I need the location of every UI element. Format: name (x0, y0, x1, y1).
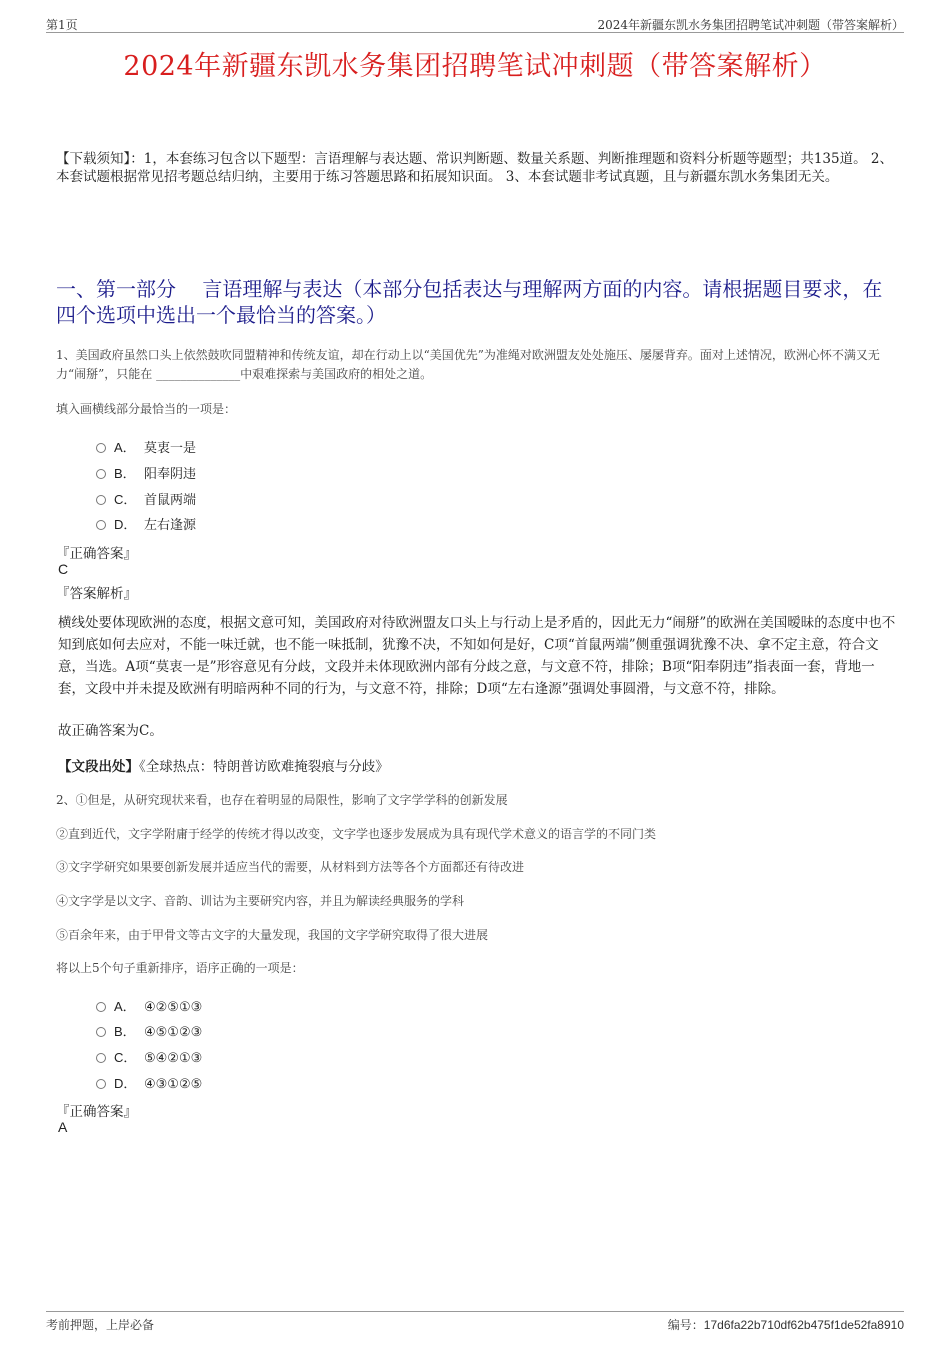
section-heading: 一、第一部分 言语理解与表达（本部分包括表达与理解两方面的内容。请根据题目要求，在四个选项中选出一个最恰当的答案。） (56, 277, 883, 327)
q2-answer-label: 『正确答案』 (56, 1104, 137, 1120)
q1-option-b[interactable]: B． 阳奉阴违 (96, 463, 196, 481)
q2-option-c[interactable]: C． ⑤④②①③ (96, 1047, 202, 1065)
q2-line-5: ⑤百余年来，由于甲骨文等古文字的大量发现，我国的文字学研究取得了很大进展 (56, 928, 489, 942)
q1-option-c[interactable]: C． 首鼠两端 (96, 489, 196, 507)
document-title: 2024年新疆东凯水务集团招聘笔试冲刺题（带答案解析） (123, 51, 827, 82)
q2-option-b[interactable]: B． ④⑤①②③ (96, 1021, 202, 1039)
q1-option-d[interactable]: D． 左右逢源 (96, 514, 196, 532)
q2-prompt: 将以上5个句子重新排序，语序正确的一项是： (56, 961, 304, 975)
q1-option-a[interactable]: A． 莫衷一是 (96, 437, 196, 455)
q1-source (58, 755, 389, 775)
page-header (46, 14, 904, 33)
q2-line-1: 2、①但是，从研究现状来看，也存在着明显的局限性，影响了文字学学科的创新发展 (56, 793, 508, 807)
q1-answer: C (58, 561, 69, 577)
page-number: 第1页 (46, 18, 78, 32)
q1-conclusion: 故正确答案为C。 (58, 723, 163, 739)
q2-option-d[interactable]: D． ④③①②⑤ (96, 1073, 202, 1091)
radio-icon[interactable] (96, 1027, 106, 1037)
radio-icon[interactable] (96, 1079, 106, 1089)
radio-icon[interactable] (96, 443, 106, 453)
radio-icon[interactable] (96, 520, 106, 530)
radio-icon[interactable] (96, 1053, 106, 1063)
q2-answer: A (58, 1119, 68, 1135)
q1-analysis-label: 『答案解析』 (56, 586, 137, 602)
footer-slogan: 考前押题，上岸必备 (46, 1318, 155, 1332)
q2-line-3: ③文字学研究如果要创新发展并适应当代的需要，从材料到方法等各个方面都还有待改进 (56, 860, 525, 874)
q1-answer-label: 『正确答案』 (56, 546, 137, 562)
page-footer (46, 1311, 904, 1332)
q2-line-4: ④文字学是以文字、音韵、训诂为主要研究内容，并且为解读经典服务的学科 (56, 894, 465, 908)
q2-option-a[interactable]: A． ④②⑤①③ (96, 996, 202, 1014)
q1-source-label: 【文段出处】 (58, 759, 139, 775)
q1-source-text: 《全球热点：特朗普访欧难掩裂痕与分歧》 (139, 759, 389, 775)
q2-line-2: ②直到近代，文字学附庸于经学的传统才得以改变，文字学也逐步发展成为具有现代学术意义的语言学的不同门类 (56, 827, 657, 841)
header-doc-title: 2024年新疆东凯水务集团招聘笔试冲刺题（带答案解析） (597, 18, 904, 32)
footer-code: 编号：17d6fa22b710df62b475f1de52fa8910 (667, 1318, 904, 1332)
q1-prompt: 填入画横线部分最恰当的一项是： (56, 402, 237, 416)
q1-analysis: 横线处要体现欧洲的态度，根据文意可知，美国政府对待欧洲盟友口头上与行动上是矛盾的，因此无力“闹掰”的欧洲在美国暧昧的态度中也不知到底如何去应对，不能一味迁就，也不能一味抵制，犹豫不决，不知如何是好，C项“首鼠两端”侧重强调犹豫不决、拿不定主意，符合文意，当选。A项“莫衷一是”形容意见有分歧，文段并未体现欧洲内部有分歧之意，与文意不符，排除；B项“阳奉阴违”指表面一套，背地一套，文段中并未提及欧洲有明暗两种不同的行为，与文意不符，排除；D项“左右逢源”强调处事圆滑，与文意不符，排除。 (58, 615, 896, 697)
download-notice: 【下载须知】：1，本套练习包含以下题型：言语理解与表达题、常识判断题、数量关系题、判断推理题和资料分析题等题型；共135道。 2、本套试题根据常见招考题总结归纳，主要用于练习答题思路和拓展知识面。 3、本套试题非考试真题，且与新疆东凯水务集团无关。 (56, 151, 893, 185)
q1-stem: 1、美国政府虽然口头上依然鼓吹同盟精神和传统友谊，却在行动上以“美国优先”为准绳对欧洲盟友处处施压、屡屡背弃。面对上述情况，欧洲心怀不满又无力“闹掰”，只能在 ______________中艰难探索与美国政府的相处之道。 (56, 348, 880, 381)
radio-icon[interactable] (96, 1002, 106, 1012)
radio-icon[interactable] (96, 469, 106, 479)
radio-icon[interactable] (96, 495, 106, 505)
